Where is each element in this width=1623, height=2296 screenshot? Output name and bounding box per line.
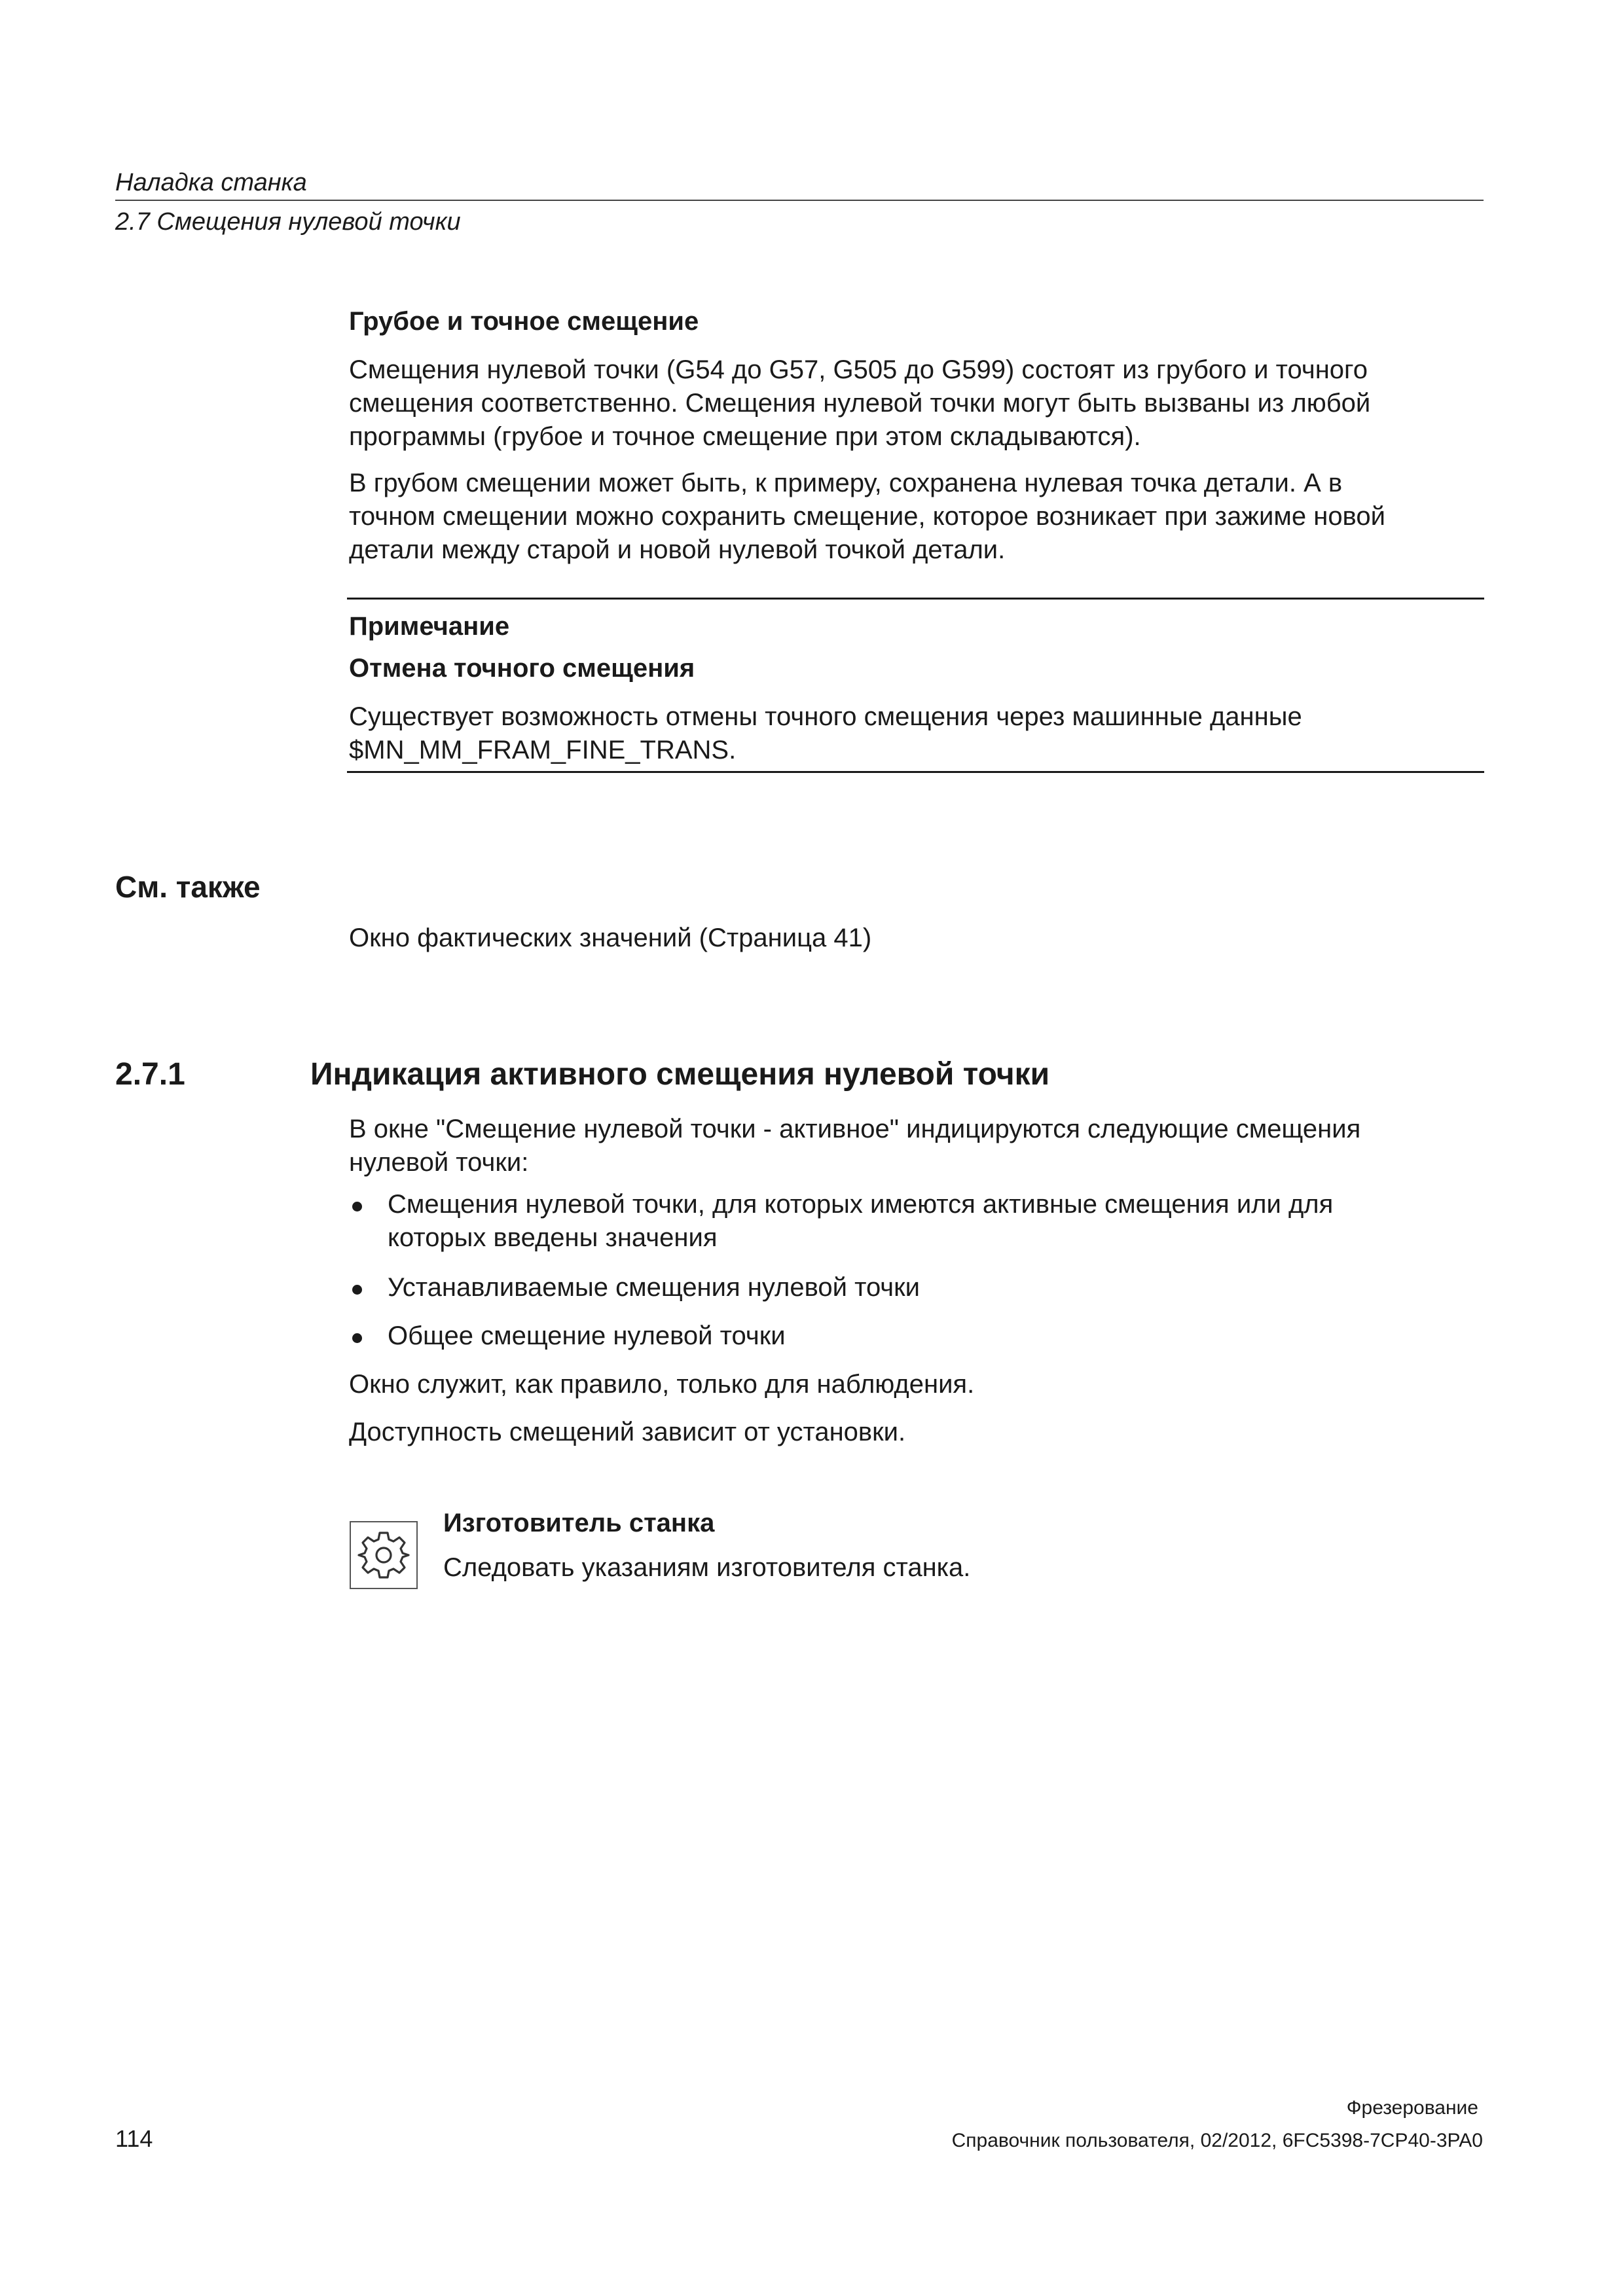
- text-line: смещения соответственно. Смещения нулевой точки могут быть вызваны из любой: [349, 389, 1371, 418]
- note-text: [349, 700, 1501, 767]
- text-line: которых введены значения: [388, 1223, 718, 1252]
- manufacturer-title: Изготовитель станка: [443, 1509, 715, 1537]
- note-top-rule: [347, 598, 1484, 600]
- text-line: детали между старой и новой нулевой точкой детали.: [349, 535, 1006, 564]
- list-item: [388, 1188, 1487, 1255]
- see-also-link[interactable]: Окно фактических значений (Страница 41): [349, 924, 872, 952]
- running-header-chapter: Наладка станка: [115, 169, 307, 196]
- text-line: нулевой точки:: [349, 1148, 529, 1177]
- running-header-section: 2.7 Смещения нулевой точки: [115, 208, 461, 236]
- bullet-marker: [352, 1285, 362, 1295]
- note-label: Примечание: [349, 612, 510, 641]
- paragraph-availability: Доступность смещений зависит от установки.: [349, 1418, 906, 1446]
- text-line: $MN_MM_FRAM_FINE_TRANS.: [349, 736, 737, 764]
- text-line: Смещения нулевой точки, для которых имеются активные смещения или для: [388, 1190, 1334, 1219]
- header-rule: [115, 200, 1484, 201]
- text-line: Устанавливаемые смещения нулевой точки: [388, 1273, 920, 1302]
- text-line: программы (грубое и точное смещение при этом складываются).: [349, 422, 1141, 451]
- list-item: [388, 1319, 1487, 1353]
- section-title: Индикация активного смещения нулевой точки: [310, 1057, 1050, 1092]
- gear-icon: [351, 1522, 416, 1588]
- coarse-fine-heading: Грубое и точное смещение: [349, 307, 699, 336]
- section-number: 2.7.1: [115, 1057, 185, 1092]
- manufacturer-text: Следовать указаниям изготовителя станка.: [443, 1553, 971, 1582]
- bullet-marker: [352, 1333, 362, 1343]
- footer-manual: Справочник пользователя, 02/2012, 6FC5398-7CP40-3PA0: [951, 2130, 1483, 2151]
- coarse-fine-paragraph-1: [349, 353, 1501, 454]
- see-also-heading: См. также: [115, 870, 261, 904]
- text-line: Существует возможность отмены точного смещения через машинные данные: [349, 702, 1302, 731]
- text-line: В грубом смещении может быть, к примеру, сохранена нулевая точка детали. А в: [349, 469, 1343, 497]
- bullet-marker: [352, 1202, 362, 1211]
- note-bottom-rule: [347, 771, 1484, 773]
- page-number: 114: [115, 2125, 153, 2152]
- section-intro: [349, 1113, 1501, 1179]
- text-line: Смещения нулевой точки (G54 до G57, G505 до G599) состоят из грубого и точного: [349, 355, 1368, 384]
- text-line: В окне "Смещение нулевой точки - активное" индицируются следующие смещения: [349, 1115, 1361, 1143]
- manufacturer-icon-box: [350, 1521, 418, 1589]
- text-line: точном смещении можно сохранить смещение, которое возникает при зажиме новой: [349, 502, 1385, 531]
- text-line: Общее смещение нулевой точки: [388, 1321, 786, 1350]
- list-item: [388, 1271, 1487, 1304]
- footer-product: Фрезерование: [1346, 2097, 1478, 2119]
- coarse-fine-paragraph-2: [349, 467, 1501, 567]
- paragraph-observe: Окно служит, как правило, только для наблюдения.: [349, 1370, 975, 1399]
- note-title: Отмена точного смещения: [349, 654, 695, 683]
